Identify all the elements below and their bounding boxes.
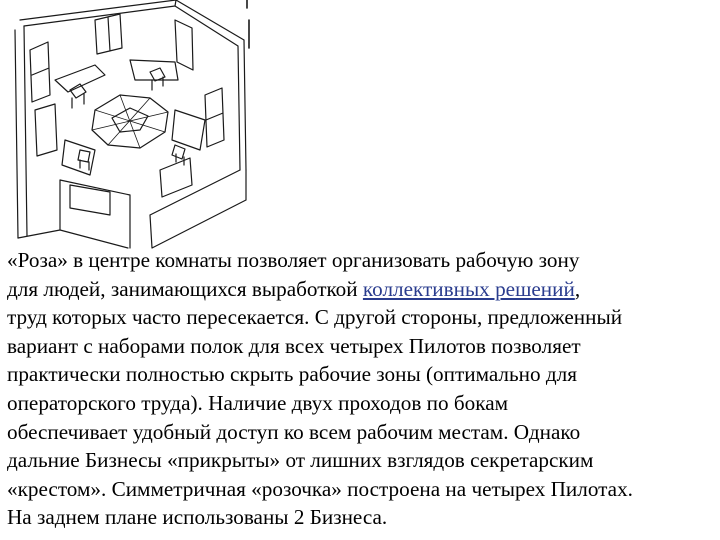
- office-layout-illustration: [0, 0, 260, 250]
- line-2-pre: для людей, занимающихся выработкой: [7, 276, 363, 301]
- text-line-10: На заднем плане использованы 2 Бизнеса.: [7, 505, 388, 530]
- text-line-5: практически полностью скрыть рабочие зоны (оптимально для: [7, 362, 577, 387]
- line-2-post: ,: [574, 276, 581, 301]
- line-1-rest: в центре комнаты позволяет организовать рабочую зону: [67, 248, 580, 272]
- text-line-6: операторского труда). Наличие двух проходов по бокам: [7, 390, 509, 415]
- office-layout-sketch: [0, 0, 260, 250]
- text-line-8: дальние Бизнесы «прикрыты» от лишних взглядов секретарским: [7, 448, 594, 473]
- text-line-4: вариант с наборами полок для всех четырех Пилотов позволяет: [7, 333, 581, 358]
- text-line-7: обеспечивает удобный доступ ко всем рабочим местам. Однако: [7, 419, 581, 444]
- collective-decisions-link[interactable]: коллективных решений: [362, 276, 575, 301]
- text-line-9: «крестом». Симметричная «розочка» построена на четырех Пилотах.: [7, 476, 633, 501]
- rose-term: «Роза»: [7, 248, 68, 272]
- text-line-3: труд которых часто пересекается. С другой стороны, предложенный: [7, 305, 623, 330]
- text-line-2: [7, 275, 717, 304]
- description-paragraph: [7, 246, 717, 532]
- text-line-1: [7, 246, 717, 275]
